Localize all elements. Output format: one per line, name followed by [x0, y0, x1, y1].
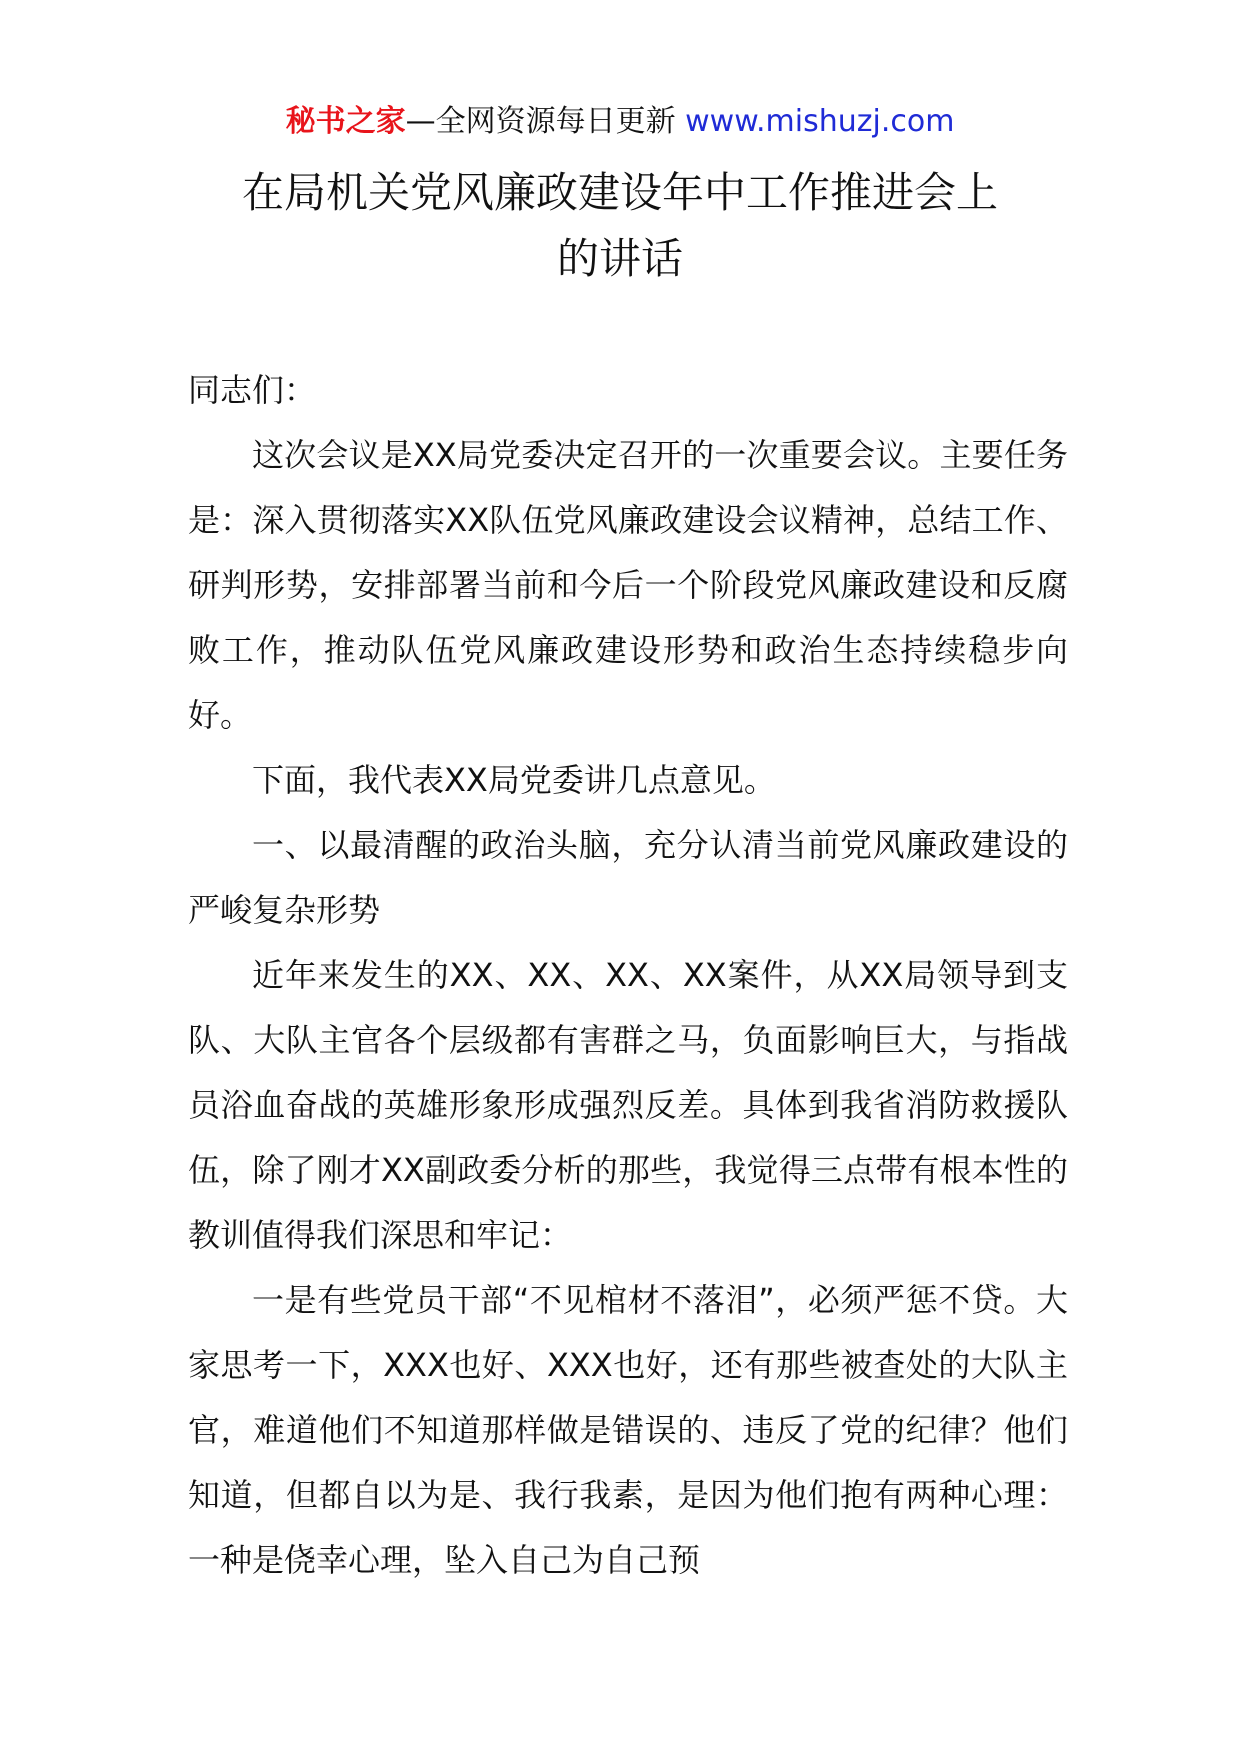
salutation: 同志们： [188, 371, 317, 409]
banner-tagline: —全网资源每日更新 [405, 104, 686, 139]
section-heading-1: 一、以最清醒的政治头脑，充分认清当前党风廉政建设的严峻复杂形势 [188, 826, 1068, 929]
title-line-1: 在局机关党风廉政建设年中工作推进会上 [241, 168, 998, 217]
document-body [188, 358, 1068, 1593]
paragraph-transition: 下面，我代表XX局党委讲几点意见。 [252, 761, 776, 799]
paragraph-intro: 这次会议是XX局党委决定召开的一次重要会议。主要任务是：深入贯彻落实XX队伍党风廉政建设会议精神，总结工作、研判形势，安排部署当前和今后一个阶段党风廉政建设和反腐败工作，推动队伍党风廉政建设形势和政治生态持续稳步向好。 [188, 436, 1068, 734]
paragraph-cases: 近年来发生的XX、XX、XX、XX案件，从XX局领导到支队、大队主官各个层级都有害群之马，负面影响巨大，与指战员浴血奋战的英雄形象形成强烈反差。具体到我省消防救援队伍，除了刚才XX副政委分析的那些，我觉得三点带有根本性的教训值得我们深思和牢记： [188, 956, 1068, 1254]
document-title [180, 160, 1060, 292]
paragraph-point-one: 一是有些党员干部“不见棺材不落泪”，必须严惩不贷。大家思考一下，XXX也好、XXX也好，还有那些被查处的大队主官，难道他们不知道那样做是错误的、违反了党的纪律？他们知道，但都自以为是、我行我素，是因为他们抱有两种心理：一种是侥幸心理，坠入自己为自己预 [188, 1281, 1068, 1579]
site-banner [0, 100, 1240, 144]
banner-url-link[interactable]: www.mishuzj.com [685, 104, 955, 139]
banner-brand: 秘书之家 [285, 104, 406, 139]
title-line-2: 的讲话 [556, 234, 683, 283]
